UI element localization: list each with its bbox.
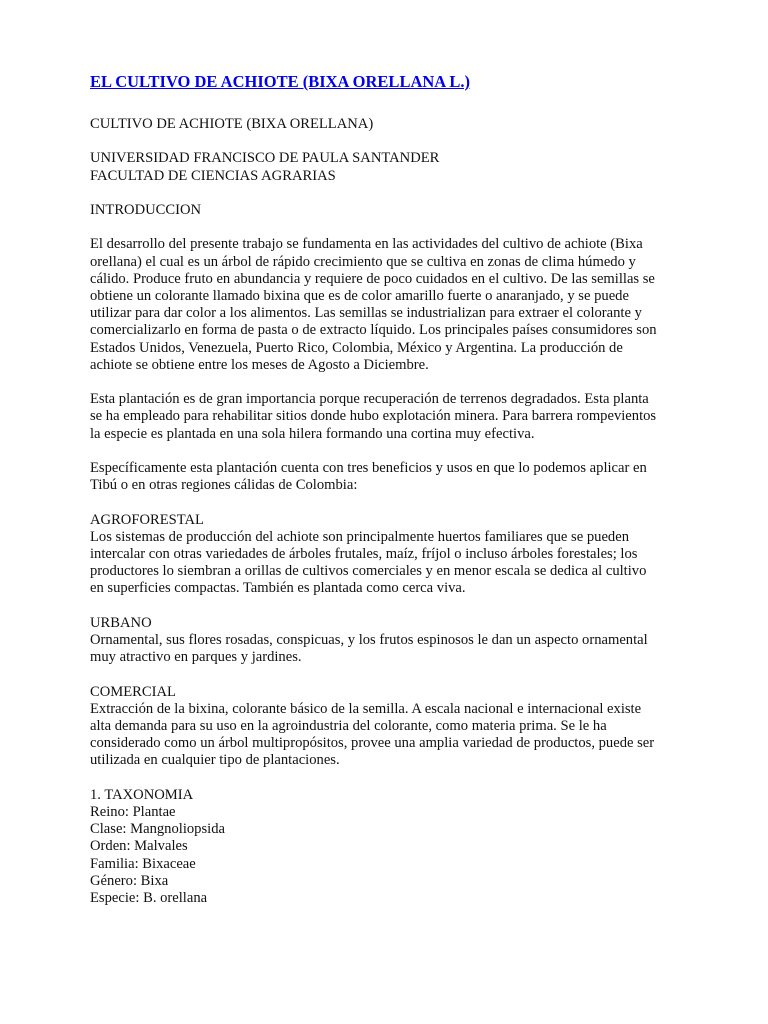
agroforestal-section (90, 512, 690, 598)
taxonomy-especie: Especie: B. orellana (90, 890, 208, 906)
paragraph-line: obtiene un colorante llamado bixina que es de color amarillo fuerte o anaranjado, y se puede (90, 287, 629, 304)
paragraph-line: comercializarlo en forma de pasta o de extracto líquido. Los principales países consumidores son (90, 322, 657, 339)
intro-heading: INTRODUCCION (90, 201, 202, 218)
paragraph-line: Estados Unidos, Venezuela, Puerto Rico, Colombia, México y Argentina. La producción de (90, 339, 623, 356)
paragraph-line: cálido. Produce fruto en abundancia y requiere de poco cuidados en el cultivo. De las semillas se (90, 270, 655, 287)
section-heading: COMERCIAL (90, 683, 176, 700)
document-title-link[interactable]: EL CULTIVO DE ACHIOTE (BIXA ORELLANA L.) (90, 72, 471, 91)
university-name: UNIVERSIDAD FRANCISCO DE PAULA SANTANDER (90, 150, 440, 167)
section-heading: 1. TAXONOMIA (90, 786, 194, 803)
taxonomy-orden: Orden: Malvales (90, 838, 188, 855)
paragraph-line: la especie es plantada en una sola hilera formando una cortina muy efectiva. (90, 425, 535, 442)
paragraph-line: considerado como un árbol multipropósitos, provee una amplia variedad de productos, puede ser (90, 735, 655, 752)
taxonomy-genero: Género: Bixa (90, 872, 169, 889)
paragraph-line: El desarrollo del presente trabajo se fundamenta en las actividades del cultivo de achiote (Bixa (90, 236, 643, 253)
taxonomy-reino: Reino: Plantae (90, 803, 176, 820)
intro-paragraph (90, 236, 690, 374)
paragraph-line: orellana) el cual es un árbol de rápido crecimiento que se cultiva en zonas de clima húmedo y (90, 253, 636, 270)
paragraph-line: productores lo siembran a orillas de cultivos comerciales y en menor escala se dedica al cultivo (90, 563, 647, 580)
urbano-section (90, 615, 690, 667)
paragraph-line: en superficies compactas. También es plantada como cerca viva. (90, 580, 466, 597)
paragraph-line: se ha empleado para rehabilitar sitios donde hubo explotación minera. Para barrera rompevientos (90, 408, 657, 425)
paragraph-line: Ornamental, sus flores rosadas, conspicuas, y los frutos espinosos le dan un aspecto ornamental (90, 631, 648, 648)
section-heading: AGROFORESTAL (90, 511, 204, 528)
benefits-paragraph (90, 460, 690, 494)
paragraph-line: achiote se obtiene entre los meses de Agosto a Diciembre. (90, 356, 429, 373)
document-page (90, 70, 690, 907)
paragraph-line: Esta plantación es de gran importancia porque recuperación de terrenos degradados. Esta planta (90, 391, 649, 408)
faculty-name: FACULTAD DE CIENCIAS AGRARIAS (90, 167, 336, 184)
institution-block (90, 150, 690, 184)
paragraph-line: utilizar para dar color a los alimentos. Las semillas se industrializan para extraer el colorante y (90, 305, 642, 322)
paragraph-line: muy atractivo en parques y jardines. (90, 649, 302, 666)
paragraph-line: Específicamente esta plantación cuenta con tres beneficios y usos en que lo podemos aplicar en (90, 459, 647, 476)
comercial-section (90, 684, 690, 770)
paragraph-line: intercalar con otras variedades de árboles frutales, maíz, fríjol o incluso árboles forestales; los (90, 545, 638, 562)
paragraph-line: Extracción de la bixina, colorante básico de la semilla. A escala nacional e internacional existe (90, 700, 642, 717)
importance-paragraph (90, 391, 690, 443)
section-heading: URBANO (90, 614, 152, 631)
paragraph-line: Los sistemas de producción del achiote son principalmente huertos familiares que se pueden (90, 528, 629, 545)
paragraph-line: alta demanda para su uso en la agroindustria del colorante, como materia prima. Se le ha (90, 717, 607, 734)
taxonomia-section (90, 787, 690, 907)
paragraph-line: Tibú o en otras regiones cálidas de Colombia: (90, 477, 358, 494)
document-subtitle: CULTIVO DE ACHIOTE (BIXA ORELLANA) (90, 116, 374, 132)
taxonomy-clase: Clase: Mangnoliopsida (90, 821, 225, 838)
paragraph-line: utilizada en cualquier tipo de plantaciones. (90, 752, 340, 769)
taxonomy-familia: Familia: Bixaceae (90, 855, 196, 872)
